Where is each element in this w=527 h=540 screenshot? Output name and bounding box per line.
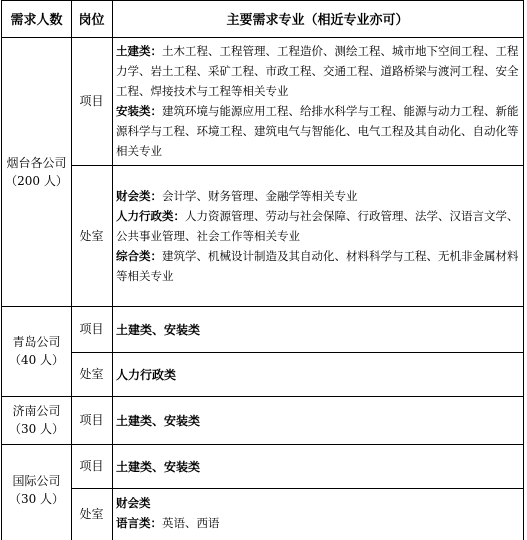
company-cell-yantai — [2, 37, 71, 306]
category-label: 语言类： — [116, 516, 162, 530]
category-text: 会计学、财务管理、金融学等相关专业 — [162, 189, 358, 203]
company-cell-qingdao — [2, 306, 71, 396]
company-name: 青岛公司 — [12, 335, 61, 349]
position-cell: 处室 — [79, 228, 104, 243]
header-majors: 主要需求专业（相近专业亦可） — [226, 13, 409, 28]
company-cell-international — [2, 444, 71, 536]
category-label: 安装类： — [116, 104, 162, 118]
category-text: 土木工程、工程管理、工程造价、测绘工程、城市地下空间工程、工程力学、岩土工程、采矿工程、市政工程、交通工程、道路桥梁与渡河工程、安全工程、焊接技术与工程等相关专业 — [116, 44, 519, 98]
company-cell-jinan — [2, 396, 71, 444]
majors-cell-qingdao-project: 土建类、安装类 — [116, 322, 201, 337]
position-cell: 项目 — [79, 94, 104, 108]
category-label: 财会类 — [116, 496, 151, 510]
col-divider — [112, 0, 113, 540]
category-label: 综合类： — [116, 249, 162, 263]
company-name: 国际公司 — [12, 474, 61, 488]
majors-cell-yantai-project — [116, 41, 522, 161]
category-text: 建筑环境与能源应用工程、给排水科学与工程、能源与动力工程、新能源科学与工程、环境工程、建筑电气与智能化、电气工程及其自动化、自动化等相关专业 — [116, 104, 519, 158]
majors-cell-qingdao-office: 人力行政类 — [116, 367, 177, 382]
header-position: 岗位 — [78, 13, 105, 28]
majors-cell-jinan-project: 土建类、安装类 — [116, 413, 201, 428]
category-label: 人力行政类： — [116, 209, 185, 223]
row-divider — [71, 165, 523, 166]
company-count: （40 人） — [8, 353, 65, 367]
company-count: （30 人） — [8, 422, 65, 436]
position-cell: 处室 — [79, 507, 104, 521]
category-label: 财会类： — [116, 189, 162, 203]
category-text: 人力资源管理、劳动与社会保障、行政管理、法学、汉语言文学、公共事业管理、社会工作等相关专业 — [116, 209, 519, 243]
majors-cell-international-project: 土建类、安装类 — [116, 459, 201, 474]
company-count: （30 人） — [8, 492, 65, 506]
category-label: 土建类： — [116, 44, 162, 58]
category-text: 建筑学、机械设计制造及其自动化、材料科学与工程、无机非金属材料等相关专业 — [116, 249, 519, 283]
category-text: 英语、西语 — [162, 516, 220, 530]
majors-cell-yantai-office — [116, 186, 522, 286]
row-divider — [71, 488, 523, 489]
recruitment-table — [1, 0, 524, 540]
company-name: 济南公司 — [12, 404, 61, 418]
company-count: （200 人） — [5, 173, 68, 188]
company-name: 烟台各公司 — [6, 155, 67, 170]
majors-cell-international-office — [116, 493, 522, 533]
position-cell: 项目 — [79, 322, 104, 336]
position-cell: 项目 — [79, 459, 104, 473]
position-cell: 项目 — [79, 413, 104, 427]
header-demand: 需求人数 — [10, 13, 63, 28]
position-cell: 处室 — [79, 367, 104, 381]
